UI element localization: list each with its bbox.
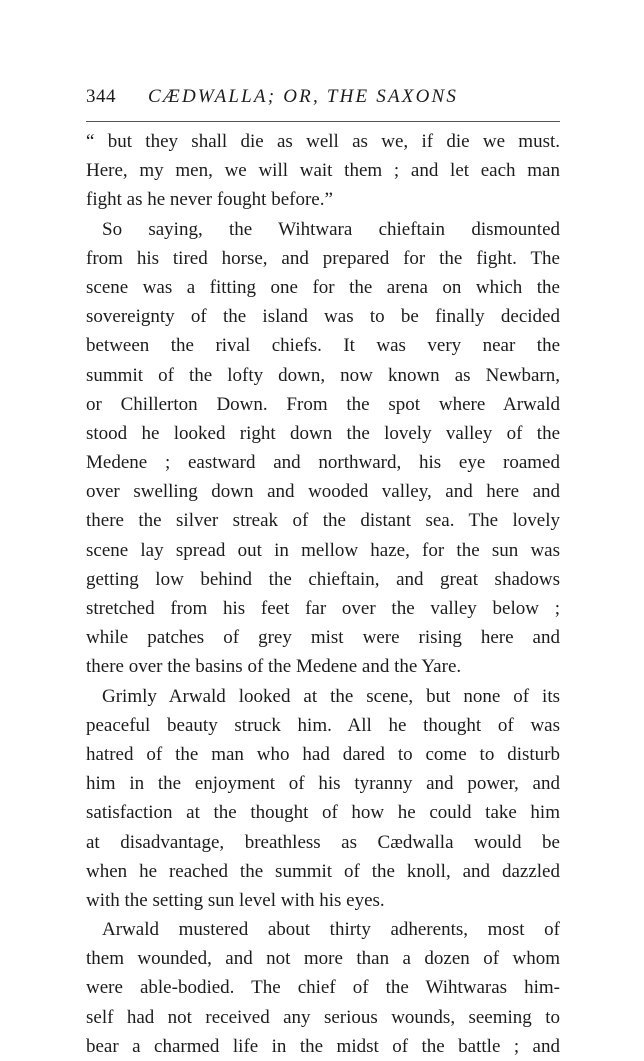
text-line: between the rival chiefs. It was very near the	[86, 335, 560, 357]
text-line: with the setting sun level with his eyes.	[86, 889, 385, 911]
page-number: 344	[86, 86, 116, 107]
text-line: bear a charmed life in the midst of the battle ; and	[86, 1035, 560, 1057]
paragraph-start-line: Arwald mustered about thirty adherents, most of	[102, 919, 560, 941]
text-line: getting low behind the chieftain, and great shadows	[86, 568, 560, 590]
text-line: scene was a fitting one for the arena on which the	[86, 276, 560, 298]
text-line: scene lay spread out in mellow haze, for the sun was	[86, 539, 560, 561]
body-text	[86, 127, 560, 1061]
text-line: there over the basins of the Medene and the Yare.	[86, 656, 462, 678]
text-line: there the silver streak of the distant sea. The lovely	[86, 510, 560, 532]
text-line: or Chillerton Down. From the spot where Arwald	[86, 393, 560, 415]
text-line: them wounded, and not more than a dozen of whom	[86, 948, 560, 970]
text-line: hatred of the man who had dared to come to disturb	[86, 743, 560, 765]
text-line: at disadvantage, breathless as Cædwalla would be	[86, 831, 560, 853]
text-line: self had not received any serious wounds, seeming to	[86, 1006, 560, 1028]
text-line: him in the enjoyment of his tyranny and power, and	[86, 773, 560, 795]
text-line: Medene ; eastward and northward, his eye roamed	[86, 452, 560, 474]
header-rule	[86, 121, 560, 122]
paragraph-start-line: So saying, the Wihtwara chieftain dismounted	[102, 218, 560, 240]
text-line: summit of the lofty down, now known as Newbarn,	[86, 364, 560, 386]
text-line: fight as he never fought before.”	[86, 189, 333, 211]
page-header	[86, 86, 560, 116]
text-line: were able-bodied. The chief of the Wihtwaras him-	[86, 977, 560, 999]
text-line: from his tired horse, and prepared for the fight. The	[86, 247, 560, 269]
text-line: satisfaction at the thought of how he could take him	[86, 802, 560, 824]
text-line: sovereignty of the island was to be finally decided	[86, 306, 560, 328]
text-line: while patches of grey mist were rising here and	[86, 627, 560, 649]
text-line: Here, my men, we will wait them ; and let each man	[86, 160, 560, 182]
text-line: stretched from his feet far over the valley below ;	[86, 598, 560, 619]
text-line: when he reached the summit of the knoll, and dazzled	[86, 860, 560, 882]
text-line: peaceful beauty struck him. All he thought of was	[86, 714, 560, 736]
running-title: CÆDWALLA; OR, THE SAXONS	[148, 86, 459, 107]
text-line: stood he looked right down the lovely valley of the	[86, 422, 560, 444]
text-line: over swelling down and wooded valley, and here and	[86, 481, 560, 503]
text-line: “ but they shall die as well as we, if die we must.	[86, 131, 560, 152]
paragraph-start-line: Grimly Arwald looked at the scene, but none of its	[102, 685, 560, 707]
